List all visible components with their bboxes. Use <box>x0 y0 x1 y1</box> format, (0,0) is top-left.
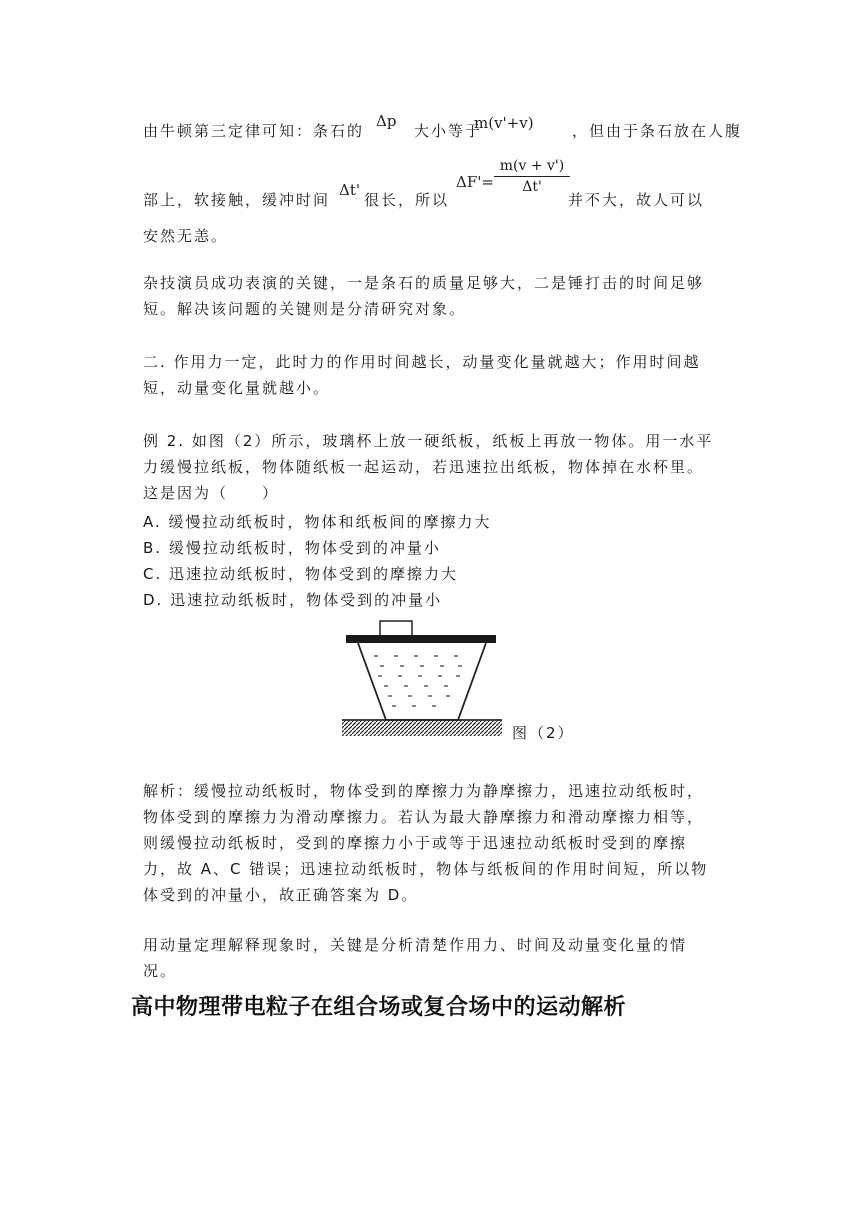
option-c: C. 迅速拉动纸板时，物体受到的摩擦力大 <box>143 565 459 583</box>
cardboard <box>346 635 496 643</box>
para3: 二. 作用力一定，此时力的作用时间越长，动量变化量就越大；作用时间越短，动量变化量就越小。 <box>143 353 701 397</box>
option-b: B. 缓慢拉动纸板时，物体受到的冲量小 <box>143 539 441 557</box>
analysis: 解析：缓慢拉动纸板时，物体受到的摩擦力为静摩擦力，迅速拉动纸板时，物体受到的摩擦力为滑动摩擦力。若认为最大静摩擦力和滑动摩擦力相等，则缓慢拉动纸板时，受到的摩擦力小于或等于迅速拉动纸板时受到的摩擦力，故 A、C 错误；迅速拉动纸板时，物体与纸板间的作用时间短，所以物体受到的冲量小，故正确答案为 D。 <box>143 782 709 904</box>
option-d: D. 迅速拉动纸板时，物体受到的冲量小 <box>143 591 443 609</box>
para2: 杂技演员成功表演的关键，一是条石的质量足够大，二是锤打击的时间足够短。解决该问题的关键则是分清研究对象。 <box>143 274 705 318</box>
para1-text-b: 大小等于 <box>414 122 483 140</box>
para1-text-d: 部上，软接触，缓冲时间 <box>143 191 331 209</box>
para1-line3: 安然无恙。 <box>143 227 229 245</box>
option-a: A. 缓慢拉动纸板时，物体和纸板间的摩擦力大 <box>143 513 492 531</box>
para1-line2 <box>143 189 449 210</box>
formula-fraction <box>494 158 570 195</box>
formula-lhs: ΔF'= <box>456 173 494 191</box>
para1-text-f: 并不大，故人可以 <box>568 191 705 209</box>
glass-cup <box>358 643 486 720</box>
glass-cup-figure <box>340 618 504 742</box>
section-heading: 高中物理带电粒子在组合场或复合场中的运动解析 <box>131 995 627 1020</box>
delta-p-symbol: Δp <box>376 112 397 130</box>
para1-text-c: ，但由于条石放在人腹 <box>572 122 743 140</box>
para1-text-e: 很长，所以 <box>364 191 450 209</box>
object-block <box>380 621 412 636</box>
para1-line1 <box>143 120 742 141</box>
example-stem: 例 2. 如图（2）所示，玻璃杯上放一硬纸板，纸板上再放一物体。用一水平力缓慢拉纸板，物体随纸板一起运动，若迅速拉出纸板，物体掉在水杯里。这是因为（ ） <box>143 432 714 502</box>
delta-t-symbol: Δt' <box>339 181 360 199</box>
figure-caption: 图（2） <box>512 724 575 742</box>
formula-numerator: m(v + v') <box>494 158 570 177</box>
momentum-expression: m(v'+v) <box>474 114 534 132</box>
para1-text-a: 由牛顿第三定律可知：条石的 <box>143 122 365 140</box>
formula-denominator: Δt' <box>522 179 542 195</box>
summary: 用动量定理解释现象时，关键是分析清楚作用力、时间及动量变化量的情况。 <box>143 936 688 980</box>
table-hatch <box>342 721 502 736</box>
